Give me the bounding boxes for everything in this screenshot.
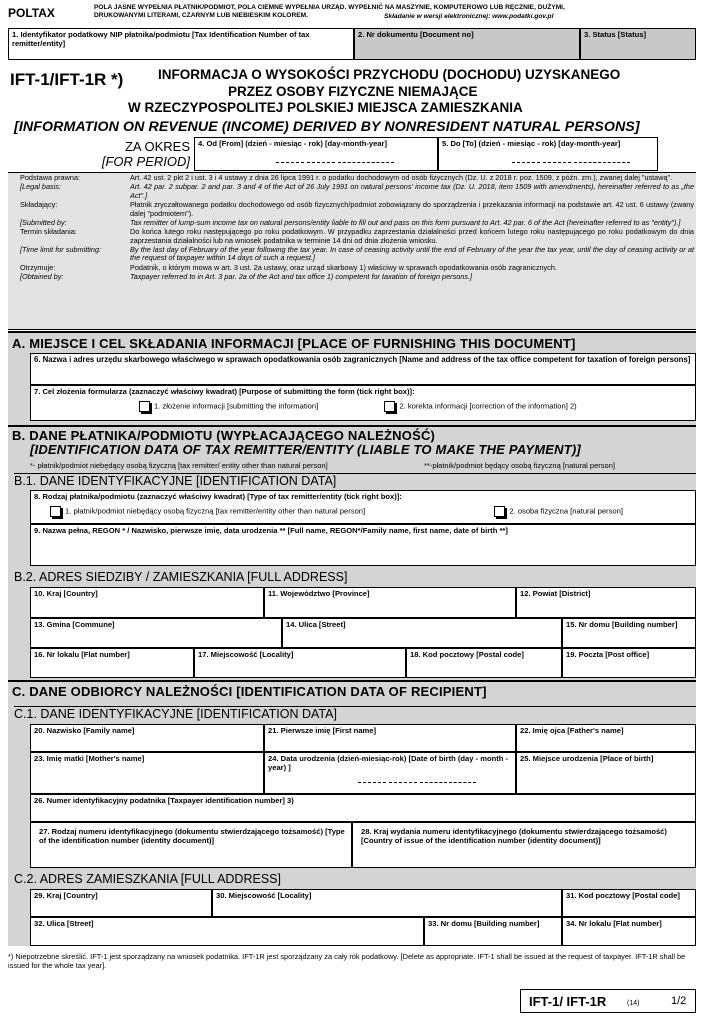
legal-row <box>20 246 694 263</box>
footer-form-code: IFT-1/ IFT-1R <box>529 994 607 1009</box>
field-16-flat[interactable] <box>30 648 194 678</box>
field-17-label: 17. Miejscowość [Locality] <box>198 650 294 659</box>
poltax-brand: POLTAX <box>8 6 55 20</box>
section-a-title: A. MIEJSCE I CEL SKŁADANIA INFORMACJI [PLACE OF FURNISHING THIS DOCUMENT] <box>12 336 576 351</box>
field-20-family-name[interactable] <box>30 724 264 752</box>
footnote: *) Niepotrzebne skreślić. IFT-1 jest sporządzany na wniosek podatnika. IFT-1R jest sporządzany za cały rok podatkowy. [Delete as appropriate. IFT-1 shall be issued at the request of taxpayer. IFT-1R shall be issued for the whole tax year]. <box>8 952 686 970</box>
field-31-postal[interactable] <box>562 889 696 917</box>
field-23-mother-name[interactable] <box>30 752 264 794</box>
field-29-country[interactable] <box>30 889 212 917</box>
legal-text: Art. 42 ust. 2 pkt 2 i ust. 3 i 4 ustawy z dnia 26 lipca 1991 r. o podatku dochodowym od osób fizycznych (Dz. U. z 2018 r. poz. 1509, z późn. zm.), zwanej dalej "ustawą". <box>130 173 673 182</box>
field-2-document-no <box>354 28 580 60</box>
field-33-label: 33. Nr domu [Building number] <box>428 919 540 928</box>
field-14-label: 14. Ulica [Street] <box>286 620 346 629</box>
field-19-label: 19. Poczta [Post office] <box>566 650 650 659</box>
option-submit-label: 1. złożenie informacji [submitting the information] <box>154 401 319 411</box>
field-1-label: 1. Identyfikator podatkowy NIP płatnika/podmiotu [Tax Identification Number of tax remitter/entity] <box>12 30 310 48</box>
section-b-note1: *- płatnik/podmiot niebędący osobą fizyczną [tax remitter/ entity other than natural person] <box>30 461 328 470</box>
legal-text: Tax remitter of lump-sum income tax on natural persons/entity liable to fill out and pass on this form pursuant to Art. 42 par. 6 of the Act (hereinafter referred to as "entity").] <box>130 217 681 227</box>
b2-heading: B.2. ADRES SIEDZIBY / ZAMIESZKANIA [FULL ADDRESS] <box>14 570 348 584</box>
field-25-label: 25. Miejsce urodzenia [Place of birth] <box>520 754 654 763</box>
field-30-label: 30. Miejscowość [Locality] <box>216 891 312 900</box>
field-23-label: 23. Imię matki [Mother's name] <box>34 754 145 763</box>
header-note: POLA JASNE WYPEŁNIA PŁATNIK/PODMIOT, POLA CIEMNE WYPEŁNIA URZĄD. WYPEŁNIĆ NA MASZYNIE, KOMPUTEROWO LUB RĘCZNIE, DUŻYMI, DRUKOWANYMI LITERAMI, CZARNYM LUB NIEBIESKIM KOLOREM. <box>94 4 565 19</box>
field-22-father-name[interactable] <box>516 724 696 752</box>
field-8-label: 8. Rodzaj płatnika/podmiotu (zaznaczyć właściwy kwadrat) [Type of tax remitter/entity (tick right box)]: <box>34 492 402 501</box>
field-1-nip[interactable] <box>8 28 354 60</box>
field-5-to[interactable] <box>438 137 658 171</box>
field-33-building[interactable] <box>424 917 562 946</box>
field-20-label: 20. Nazwisko [Family name] <box>34 726 135 735</box>
field-32-street[interactable] <box>30 917 424 946</box>
legal-label: [Legal basis: <box>20 182 61 192</box>
legal-row <box>20 264 694 273</box>
field-21-first-name[interactable] <box>264 724 516 752</box>
field-30-locality[interactable] <box>212 889 562 917</box>
legal-label: [Obtained by: <box>20 271 64 281</box>
legal-text: By the last day of February of the year following the tax year. In case of ceasing activity until the end of February of the year the tax year, until the day of ceasing activity or at the request of taxpayer within 14 days of such a request.] <box>130 244 694 263</box>
field-13-commune[interactable] <box>30 618 282 648</box>
legal-label: [Submitted by: <box>20 217 67 227</box>
title-pl-line2: PRZEZ OSOBY FIZYCZNE NIEMAJĄCE <box>228 84 478 99</box>
checkbox-submit[interactable] <box>139 401 150 412</box>
field-28-label: 28. Kraj wydania numeru identyfikacyjnego (dokumentu stwierdzającego tożsamość) [Country of issue of the identification number (identity document)] <box>361 827 667 845</box>
period-label <box>100 139 190 169</box>
field-34-flat[interactable] <box>562 917 696 946</box>
field-31-label: 31. Kod pocztowy [Postal code] <box>566 891 680 900</box>
title-pl <box>156 66 696 100</box>
legal-row <box>20 228 694 245</box>
field-24-label: 24. Data urodzenia (dzień-miesiąc-rok) [Date of birth (day - month - year) ] <box>268 754 509 772</box>
legal-label: Termin składania: <box>20 226 77 236</box>
form-code: IFT-1/IFT-1R *) <box>10 70 124 89</box>
field-26-label: 26. Numer identyfikacyjny podatnika [Taxpayer identification number] 3) <box>34 796 294 805</box>
legal-text: Do końca lutego roku następującego po roku podatkowym. W przypadku zaprzestania działalności przed końcem lutego roku następującego po roku podatkowym do dnia zaprzestania działalności lub na wniosek podatnika w terminie 14 dni od dnia złożenia wniosku. <box>130 226 694 245</box>
field-7-purpose <box>30 385 696 421</box>
field-12-district[interactable] <box>516 587 696 618</box>
legal-list <box>20 174 694 282</box>
option-correction-label: 2. korekta informacji [correction of the information] 2) <box>399 401 577 411</box>
legal-text: Art. 42 par. 2 subpar. 2 and par. 3 and 4 of the Act of 26 July 1991 on natural persons' income tax (Dz. U. 2018, item 1509 with amendments), hereinafter referred to as „the Act".] <box>130 182 694 200</box>
option-legal-entity-label: 1. płatnik/podmiot niebędący osobą fizyczną [tax remitter/entity other than natural person] <box>65 506 366 516</box>
title-pl-line1: INFORMACJA O WYSOKOŚCI PRZYCHODU (DOCHODU) UZYSKANEGO <box>158 67 621 82</box>
section-c-title: C. DANE ODBIORCY NALEŻNOŚCI [IDENTIFICATION DATA OF RECIPIENT] <box>12 684 487 699</box>
section-b-title1: B. DANE PŁATNIKA/PODMIOTU (WYPŁACAJĄCEGO NALEŻNOŚĆ) <box>12 428 436 443</box>
legal-row <box>20 201 694 218</box>
field-3-status <box>580 28 696 60</box>
field-19-post-office[interactable] <box>562 648 696 678</box>
field-6-label: 6. Nazwa i adres urzędu skarbowego właściwego w sprawach opodatkowania osób zagranicznych [Name and address of the tax office competent for taxation of foreign persons] <box>34 355 691 364</box>
section-b-title2: [IDENTIFICATION DATA OF TAX REMITTER/ENTITY (LIABLE TO MAKE THE PAYMENT)] <box>30 442 581 457</box>
checkbox-legal-entity[interactable] <box>50 506 61 517</box>
legal-label: [Time limit for submitting: <box>20 244 102 254</box>
period-pl: ZA OKRES <box>124 139 190 154</box>
form-footer <box>520 989 696 1013</box>
legal-text: Taxpayer referred to in Art. 3 par. 2a of the Act and tax office 1) competent for taxation of foreign persons.] <box>130 271 473 281</box>
field-27-label: 27. Rodzaj numeru identyfikacyjnego (dokumentu stwierdzającego tożsamość) [Type of the identification number (identity document)] <box>39 827 345 845</box>
field-3-label: 3. Status [Status] <box>584 30 647 39</box>
title-en: [INFORMATION ON REVENUE (INCOME) DERIVED BY NONRESIDENT NATURAL PERSONS] <box>14 119 640 135</box>
title-pl-line3: W RZECZYPOSPOLITEJ POLSKIEJ MIEJSCA ZAMIESZKANIA <box>128 100 523 115</box>
checkbox-natural-person[interactable] <box>494 506 505 517</box>
field-27-id-type[interactable] <box>30 822 352 868</box>
legal-label: Podstawa prawna: <box>20 173 81 182</box>
field-32-label: 32. Ulica [Street] <box>34 919 94 928</box>
field-29-label: 29. Kraj [Country] <box>34 891 98 900</box>
field-11-province[interactable] <box>264 587 516 618</box>
field-13-label: 13. Gmina [Commune] <box>34 620 115 629</box>
field-9-name[interactable] <box>30 524 696 566</box>
field-10-country[interactable] <box>30 587 264 618</box>
field-26-taxpayer-id[interactable] <box>30 794 696 822</box>
field-11-label: 11. Województwo [Province] <box>268 589 370 598</box>
field-34-label: 34. Nr lokalu [Flat number] <box>566 919 662 928</box>
option-natural-person-label: 2. osoba fizyczna [natural person] <box>509 506 623 516</box>
field-4-label: 4. Od [From] (dzień - miesiąc - rok) [day-month-year] <box>198 139 388 148</box>
field-9-label: 9. Nazwa pełna, REGON * / Nazwisko, pierwsze imię, data urodzenia ** [Full name, REGON*/Family name, first name, date of birth **] <box>34 526 508 535</box>
field-24-birth-date[interactable] <box>264 752 516 794</box>
legal-row <box>20 183 694 200</box>
checkbox-correction[interactable] <box>384 401 395 412</box>
field-18-postal[interactable] <box>406 648 562 678</box>
legal-text: Płatnik zryczałtowanego podatku dochodowego od osób fizycznych/podmiot zobowiązany do sporządzenia i przekazania informacji na podstawie art. 42 ust. 6 ustawy (zwany dalej "podmiotem"). <box>130 199 694 218</box>
field-8-type <box>30 490 696 524</box>
field-21-label: 21. Pierwsze imię [First name] <box>268 726 377 735</box>
field-28-id-country[interactable] <box>352 822 696 868</box>
electronic-note: Składanie w wersji elektronicznej: www.podatki.gov.pl <box>384 13 554 20</box>
field-7-label: 7. Cel złożenia formularza (zaznaczyć właściwy kwadrat) [Purpose of submitting the form (tick right box)]: <box>34 387 415 396</box>
legal-label: Składający: <box>20 199 58 209</box>
footer-version: (14) <box>627 1000 640 1007</box>
field-12-label: 12. Powiat [District] <box>520 589 591 598</box>
c1-heading: C.1. DANE IDENTYFIKACYJNE [IDENTIFICATION DATA] <box>14 706 696 721</box>
period-en: [FOR PERIOD] <box>101 154 190 169</box>
c2-heading: C.2. ADRES ZAMIESZKANIA [FULL ADDRESS] <box>14 872 281 886</box>
field-16-label: 16. Nr lokalu [Flat number] <box>34 650 130 659</box>
legal-row <box>20 273 694 282</box>
legal-text: Podatnik, o którym mowa w art. 3 ust. 2a ustawy, oraz urząd skarbowy 1) właściwy w sprawach opodatkowania osób zagranicznych. <box>130 262 557 272</box>
field-18-label: 18. Kod pocztowy [Postal code] <box>410 650 524 659</box>
field-22-label: 22. Imię ojca [Father's name] <box>520 726 624 735</box>
field-10-label: 10. Kraj [Country] <box>34 589 98 598</box>
field-6-tax-office[interactable] <box>30 353 696 385</box>
field-25-birth-place[interactable] <box>516 752 696 794</box>
field-17-locality[interactable] <box>194 648 406 678</box>
field-15-building[interactable] <box>562 618 696 648</box>
b1-heading: B.1. DANE IDENTYFIKACYJNE [IDENTIFICATION DATA] <box>14 473 696 488</box>
section-b-note2: **-płatnik/podmiot będący osobą fizyczną [natural person] <box>424 461 615 470</box>
footer-page: 1/2 <box>671 995 687 1007</box>
field-15-label: 15. Nr domu [Building number] <box>566 620 678 629</box>
legal-label: Otrzymuje: <box>20 262 56 272</box>
field-2-label: 2. Nr dokumentu [Document no] <box>358 30 474 39</box>
field-5-label: 5. Do [To] (dzień - miesiąc - rok) [day-month-year] <box>442 139 621 148</box>
field-14-street[interactable] <box>282 618 562 648</box>
field-4-from[interactable] <box>194 137 438 171</box>
